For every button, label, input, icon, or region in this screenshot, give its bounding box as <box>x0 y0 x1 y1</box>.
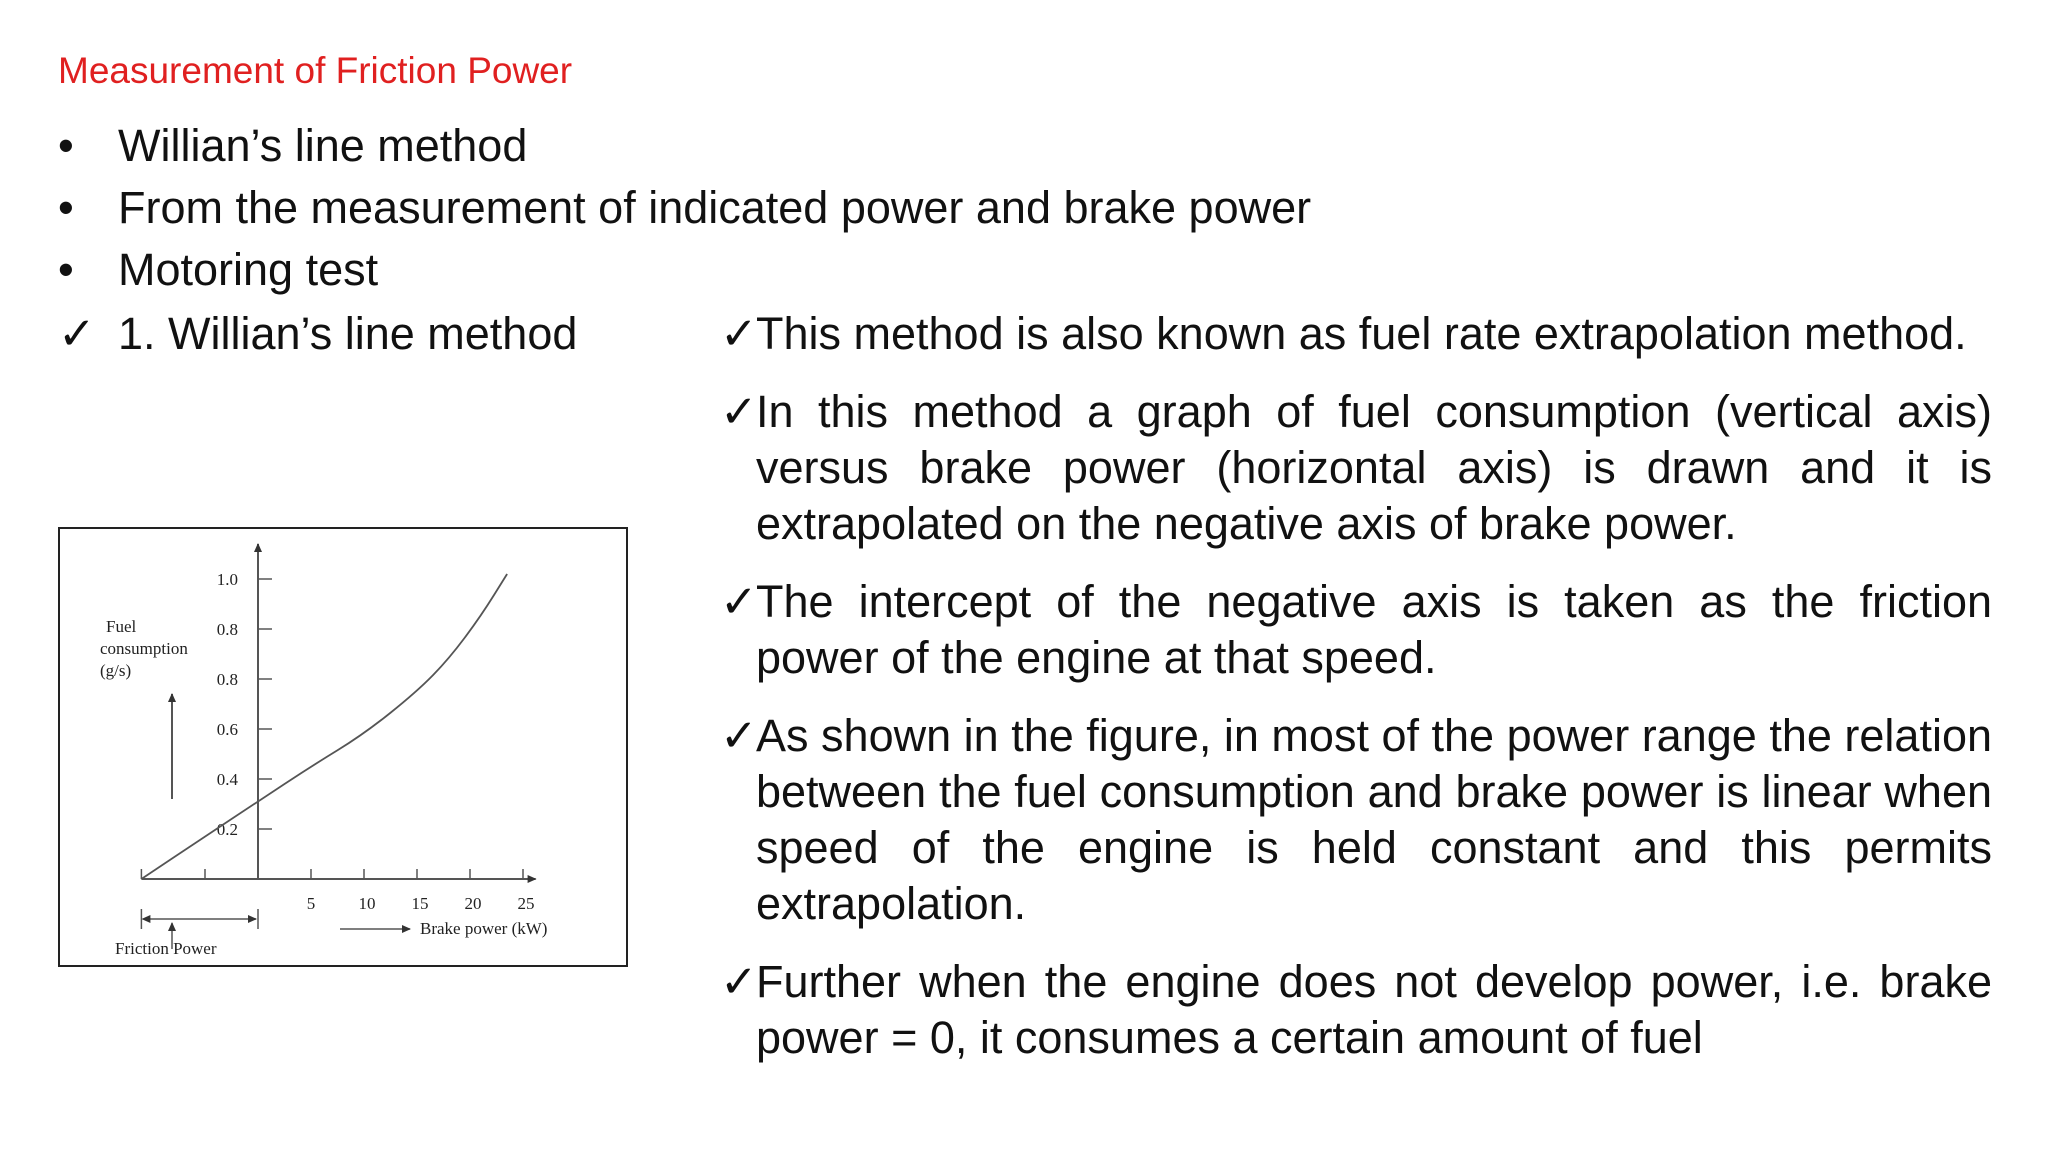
explanation-text: This method is also known as fuel rate extrapolation method. <box>756 308 1967 359</box>
y-tick-label: 0.4 <box>216 770 238 789</box>
explanation-item <box>720 574 1992 686</box>
bullet-text: Motoring test <box>118 244 379 295</box>
bullet-item-willians-line <box>58 115 1311 177</box>
explanation-text: Further when the engine does not develop power, i.e. brake power = 0, it consumes a certain amount of fuel <box>756 956 1992 1063</box>
bullet-item-motoring-test <box>58 239 1311 301</box>
bullet-text: From the measurement of indicated power and brake power <box>118 182 1312 233</box>
slide-title: Measurement of Friction Power <box>58 50 573 91</box>
explanation-item <box>720 306 1992 362</box>
bullet-text: Willian’s line method <box>118 120 528 171</box>
fuel-consumption-curve <box>141 574 507 879</box>
checkmark-icon: ✓ <box>720 308 758 359</box>
bullet-dot-icon: • <box>58 120 74 171</box>
y-tick-label: 0.6 <box>216 720 238 739</box>
sub-heading-text: 1. Willian’s line method <box>118 308 578 359</box>
willans-line-chart <box>60 529 630 969</box>
y-tick-label: 0.8 <box>216 670 238 689</box>
explanation-text: As shown in the figure, in most of the power range the relation between the fuel consumption and brake power is linear when speed of the engine is held constant and this permits extrapolation. <box>756 710 1992 929</box>
y-tick-label: 1.0 <box>216 570 238 589</box>
bullet-item-indicated-brake-power <box>58 177 1311 239</box>
x-axis-label: Brake power (kW) <box>420 919 548 938</box>
x-tick-label: 15 <box>411 894 429 913</box>
explanation-text: The intercept of the negative axis is taken as the friction power of the engine at that speed. <box>756 576 1992 683</box>
bullet-dot-icon: • <box>58 182 74 233</box>
explanation-item <box>720 954 1992 1066</box>
x-tick-label: 20 <box>464 894 482 913</box>
checkmark-icon: ✓ <box>720 386 758 437</box>
checkmark-icon: ✓ <box>720 710 758 761</box>
main-bullet-list <box>58 115 1311 301</box>
checkmark-icon: ✓ <box>720 576 758 627</box>
y-axis-label: Fuel consumption (g/s) <box>100 617 188 680</box>
explanation-item <box>720 384 1992 552</box>
explanation-item <box>720 708 1992 932</box>
checkmark-icon: ✓ <box>58 308 96 359</box>
y-tick-label: 0.8 <box>216 620 238 639</box>
friction-power-label: Friction Power <box>115 939 217 958</box>
willans-line-figure <box>58 527 628 967</box>
y-tick-label: 0.2 <box>216 820 238 839</box>
sub-heading-willians-line <box>58 303 577 365</box>
x-tick-label: 5 <box>306 894 316 913</box>
explanation-text: In this method a graph of fuel consumption (vertical axis) versus brake power (horizontal axis) is drawn and it is extrapolated on the negative axis of brake power. <box>756 386 1992 549</box>
x-tick-label: 10 <box>358 894 376 913</box>
checkmark-icon: ✓ <box>720 956 758 1007</box>
bullet-dot-icon: • <box>58 244 74 295</box>
x-tick-label: 25 <box>517 894 535 913</box>
explanation-list <box>720 306 1992 1088</box>
